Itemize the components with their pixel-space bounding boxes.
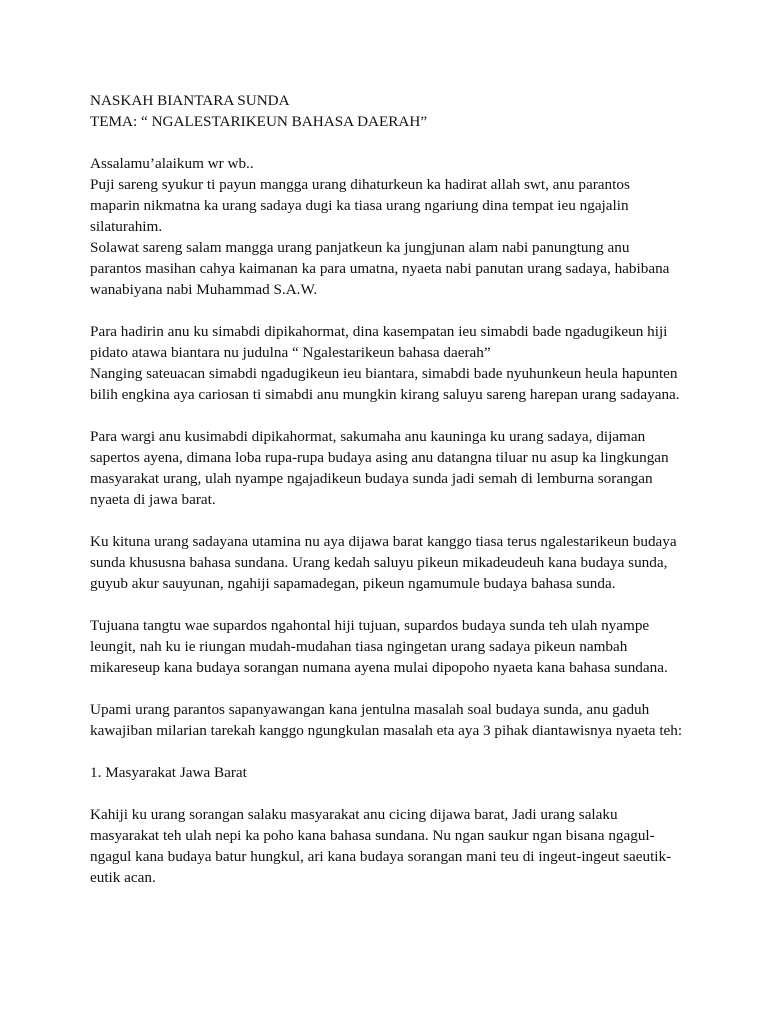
text-line: Para hadirin anu ku simabdi dipikahormat, dina kasempatan ieu simabdi bade ngadugikeun hiji [90, 323, 668, 340]
spacer [90, 594, 690, 615]
text-line: Puji sareng syukur ti payun mangga urang dihaturkeun ka hadirat allah swt, anu parantos [90, 176, 630, 193]
list-heading [90, 762, 690, 783]
text-line: parantos masihan cahya kaimanan ka para umatna, nyaeta nabi panutan urang sadaya, habibana [90, 260, 670, 277]
spacer [90, 132, 690, 153]
text-line: ngagul kana budaya batur hungkul, ari kana budaya sorangan mani teu di ingeut-ingeut saeutik- [90, 848, 672, 865]
text-line: Para wargi anu kusimabdi dipikahormat, sakumaha anu kauninga ku urang sadaya, dijaman [90, 428, 646, 445]
paragraph-parties [90, 699, 690, 741]
text-line: guyub akur sauyunan, ngahiji sapamadegan, pikeun ngamumule budaya bahasa sunda. [90, 575, 616, 592]
paragraph-appeal [90, 531, 690, 594]
document-page [90, 90, 690, 888]
text-line: sunda khususna bahasa sundana. Urang kedah saluyu pikeun mikadeudeuh kana budaya sunda, [90, 554, 668, 571]
spacer [90, 405, 690, 426]
text-line: eutik acan. [90, 869, 156, 886]
text-line: Kahiji ku urang sorangan salaku masyarakat anu cicing dijawa barat, Jadi urang salaku [90, 806, 618, 823]
text-line: nyaeta di jawa barat. [90, 491, 216, 508]
text-line: maparin nikmatna ka urang sadaya dugi ka tiasa urang ngariung dina tempat ieu ngajalin [90, 197, 629, 214]
text-line: bilih engkina aya cariosan ti simabdi anu mungkin kirang saluyu sareng harepan urang sadayana. [90, 386, 680, 403]
text-line: masyarakat urang, ulah nyampe ngajadikeun budaya sunda jadi semah di lemburna sorangan [90, 470, 653, 487]
text-line: Assalamu’alaikum wr wb.. [90, 155, 254, 172]
text-line: mikareseup kana budaya sorangan numana ayena mulai dipopoho nyaeta kana bahasa sundana. [90, 659, 668, 676]
paragraph-opening [90, 153, 690, 300]
text-line: kawajiban milarian tarekah kanggo ngungkulan masalah eta aya 3 pihak diantawisnya nyaeta teh: [90, 722, 683, 739]
text-line: sapertos ayena, dimana loba rupa-rupa budaya asing anu datangna tiluar nu asup ka lingkungan [90, 449, 669, 466]
spacer [90, 300, 690, 321]
paragraph-introduction [90, 321, 690, 405]
text-line: pidato atawa biantara nu judulna “ Ngalestarikeun bahasa daerah” [90, 344, 491, 361]
text-line: Nanging sateuacan simabdi ngadugikeun ieu biantara, simabdi bade nyuhunkeun heula hapunten [90, 365, 678, 382]
spacer [90, 678, 690, 699]
spacer [90, 783, 690, 804]
text-line: Ku kituna urang sadayana utamina nu aya dijawa barat kanggo tiasa terus ngalestarikeun budaya [90, 533, 677, 550]
text-line: wanabiyana nabi Muhammad S.A.W. [90, 281, 318, 298]
spacer [90, 741, 690, 762]
text-line: masyarakat teh ulah nepi ka poho kana bahasa sundana. Nu ngan saukur ngan bisana ngagul- [90, 827, 655, 844]
document-theme: TEMA: “ NGALESTARIKEUN BAHASA DAERAH” [90, 113, 428, 130]
list-item-heading: 1. Masyarakat Jawa Barat [90, 764, 247, 781]
document-title: NASKAH BIANTARA SUNDA [90, 92, 290, 109]
paragraph-context [90, 426, 690, 510]
text-line: silaturahim. [90, 218, 163, 235]
text-line: Solawat sareng salam mangga urang panjatkeun ka jungjunan alam nabi panungtung anu [90, 239, 630, 256]
spacer [90, 510, 690, 531]
text-line: Upami urang parantos sapanyawangan kana jentulna masalah soal budaya sunda, anu gaduh [90, 701, 650, 718]
text-line: leungit, nah ku ie riungan mudah-mudahan tiasa ngingetan urang sadaya pikeun nambah [90, 638, 628, 655]
text-line: Tujuana tangtu wae supardos ngahontal hiji tujuan, supardos budaya sunda teh ulah nyampe [90, 617, 650, 634]
paragraph-community [90, 804, 690, 888]
paragraph-purpose [90, 615, 690, 678]
